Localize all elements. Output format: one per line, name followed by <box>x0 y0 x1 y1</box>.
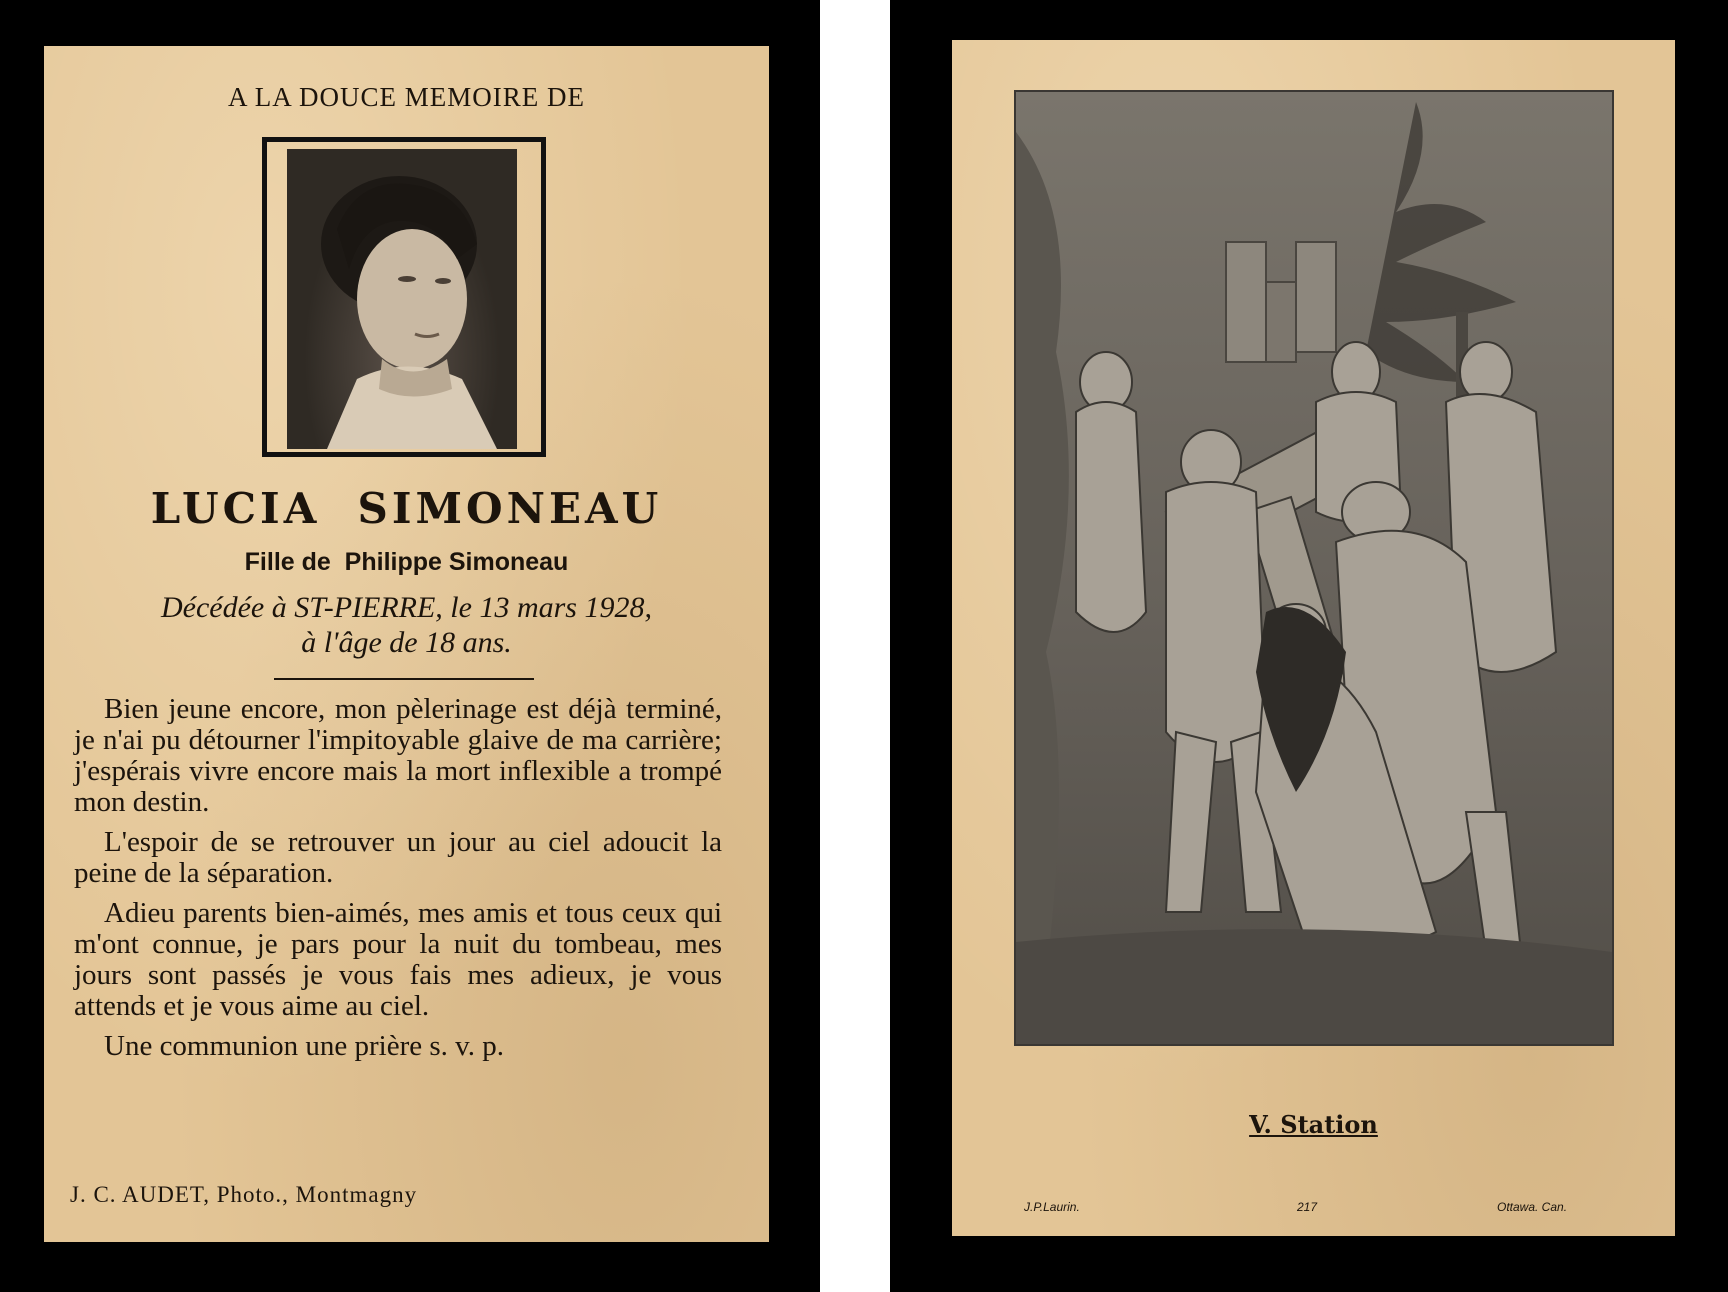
catalog-number: 217 <box>1297 1200 1318 1214</box>
publisher-location: Ottawa. Can. <box>1497 1200 1568 1214</box>
age-line: à l'âge de 18 ans. <box>301 626 512 659</box>
memorial-card-front <box>44 46 769 1242</box>
memorial-text <box>74 694 722 1071</box>
photographer-credit: J. C. AUDET, Photo., Montmagny <box>70 1182 418 1207</box>
prayer-request: Une communion une prière s. v. p. <box>104 1030 504 1062</box>
divider-rule <box>274 678 534 680</box>
memorial-card-back <box>952 40 1675 1236</box>
death-date-line: Décédée à ST-PIERRE, le 13 mars 1928, <box>161 591 652 624</box>
station-caption: V. Station <box>1249 1110 1378 1139</box>
portrait-photo <box>287 149 517 449</box>
parent-line: Fille de Philippe Simoneau <box>244 548 569 576</box>
portrait-frame <box>262 137 546 457</box>
publisher-imprint: J.P.Laurin. <box>1024 1200 1080 1214</box>
stations-of-the-cross-relief-image <box>1014 90 1614 1046</box>
memorial-paragraph: Adieu parents bien-aimés, mes amis et tous ceux qui m'ont connue, je pars pour la nuit du tombeau, mes jours sont passés je vous fais mes adieux, je vous attends et je vous aime au ciel. <box>74 897 722 1022</box>
memorial-paragraph: Bien jeune encore, mon pèlerinage est déjà terminé, je n'ai pu détourner l'impitoyable glaive de ma carrière; j'espérais vivre encore mais la mort inflexible a trompé mon destin. <box>74 693 722 818</box>
memorial-paragraph: L'espoir de se retrouver un jour au ciel adoucit la peine de la séparation. <box>74 826 722 889</box>
memorial-heading: A LA DOUCE MEMOIRE DE <box>228 82 585 112</box>
deceased-name: LUCIA SIMONEAU <box>150 484 663 533</box>
